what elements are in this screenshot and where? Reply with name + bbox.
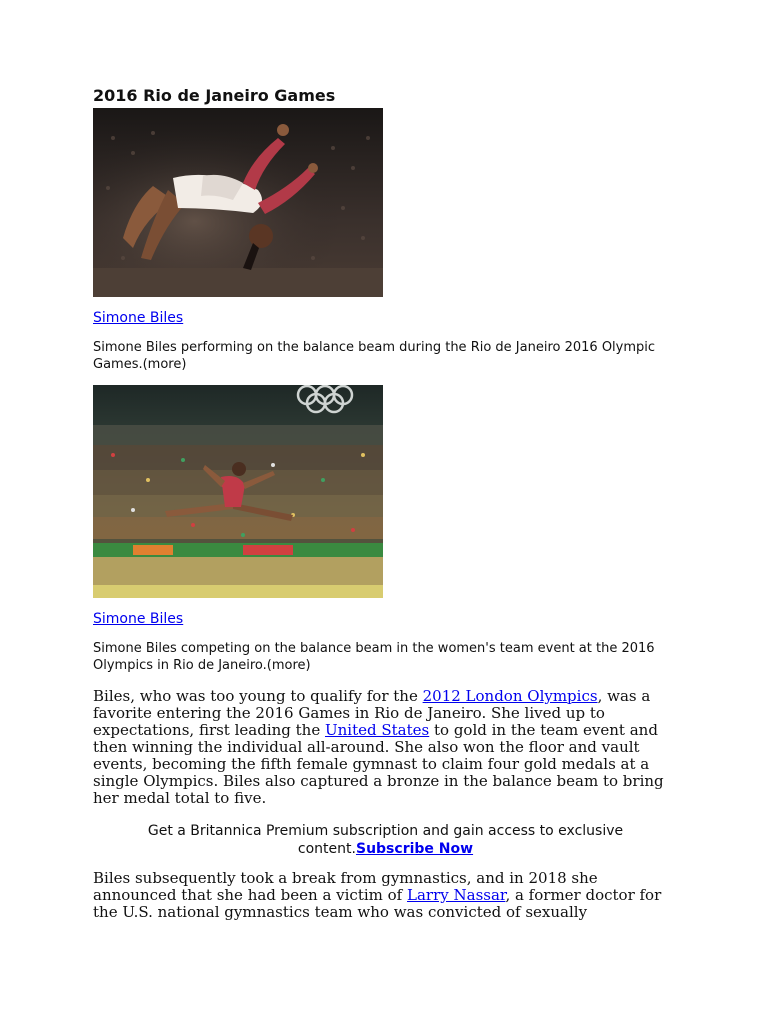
london-olympics-link[interactable]: 2012 London Olympics <box>422 687 598 705</box>
figure2-caption <box>93 640 678 674</box>
section-title: 2016 Rio de Janeiro Games <box>93 86 336 105</box>
figure1-caption-text: Simone Biles performing on the balance beam during the Rio de Janeiro 2016 Olympic Games. <box>93 340 656 372</box>
figure2-more-link[interactable]: (more) <box>266 658 311 673</box>
figure2-link[interactable]: Simone Biles <box>93 611 184 627</box>
promo-text: Get a Britannica Premium subscription and gain access to exclusive content. <box>147 823 624 857</box>
gymnast-backflip-photo[interactable] <box>93 108 383 297</box>
gymnast-split-leap-photo[interactable] <box>93 385 383 598</box>
article <box>93 86 678 921</box>
paragraph1-text-1: Biles, who was too young to qualify for the <box>93 687 423 705</box>
paragraph1-text-3: to gold in the team event and then winning the individual all-around. She also won the floor and vault events, becoming the fifth female gymnast to claim four gold medals at a single Olympics. Biles also captured a bronze in the balance beam to bring her medal total to five. <box>93 721 664 807</box>
figure1-link[interactable]: Simone Biles <box>93 310 184 326</box>
paragraph1-text-2: , was a favorite entering the 2016 Games in Rio de Janeiro. She lived up to expectations, first leading the <box>93 687 651 739</box>
larry-nassar-link[interactable]: Larry Nassar <box>407 886 506 904</box>
united-states-link[interactable]: United States <box>325 721 430 739</box>
figure1-caption <box>93 339 678 373</box>
figure2-caption-text: Simone Biles competing on the balance beam in the women's team event at the 2016 Olympics in Rio de Janeiro. <box>93 641 655 673</box>
paragraph-nassar <box>93 870 678 921</box>
paragraph-olympics <box>93 688 678 807</box>
paragraph2-text-1: Biles subsequently took a break from gymnastics, and in 2018 she announced that she had been a victim of <box>93 869 598 904</box>
paragraph2-text-2: , a former doctor for the U.S. national gymnastics team who was convicted of sexually <box>93 886 662 921</box>
subscribe-now-link[interactable]: Subscribe Now <box>355 841 474 857</box>
figure1-more-link[interactable]: (more) <box>142 357 187 372</box>
premium-promo <box>93 822 678 858</box>
